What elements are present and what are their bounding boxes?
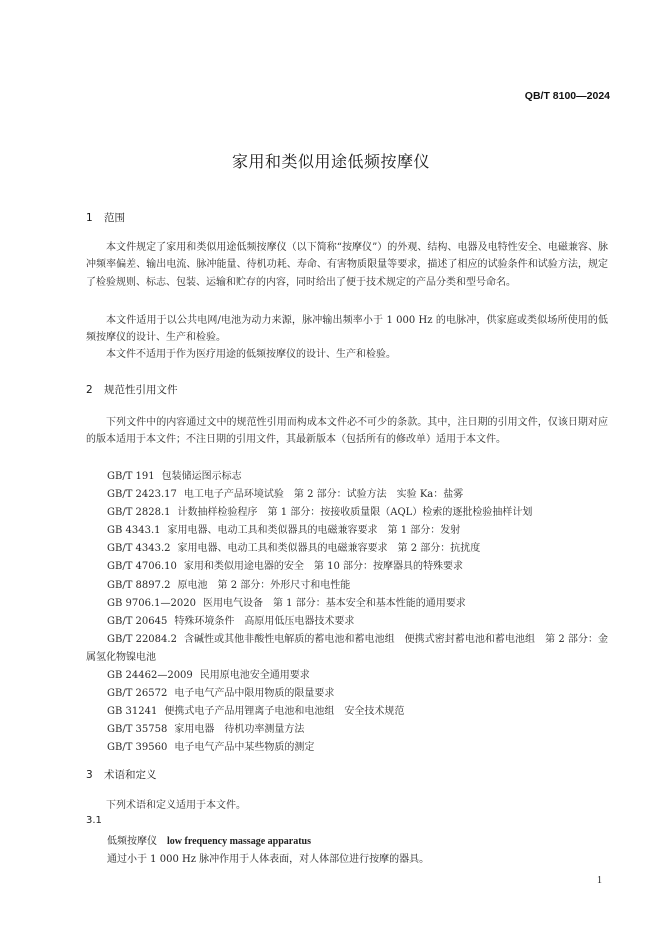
scope-paragraph-2: 本文件适用于以公共电网/电池为动力来源，脉冲输出频率小于 1 000 Hz 的电脉冲，供家庭或类似场所使用的低频按摩仪的设计、生产和检验。 xyxy=(86,315,608,343)
reference-title: 电工电子产品环境试验 第 2 部分：试验方法 实验 Ka：盐雾 xyxy=(183,489,464,501)
standard-code: QB/T 8100—2024 xyxy=(524,90,610,102)
section-title: 规范性引用文件 xyxy=(104,384,178,396)
reference-item xyxy=(86,739,608,757)
reference-code: GB/T 2828.1 xyxy=(107,507,171,519)
reference-code: GB/T 4706.10 xyxy=(107,561,177,573)
reference-item xyxy=(86,504,608,522)
normative-intro: 下列文件中的内容通过文中的规范性引用而构成本文件必不可少的条款。其中，注日期的引用文件，仅该日期对应的版本适用于本文件；不注日期的引用文件，其最新版本（包括所有的修改单）适用于本文件。 xyxy=(86,417,608,446)
section-heading-scope xyxy=(86,210,125,225)
reference-code: GB/T 20645 xyxy=(107,615,168,627)
reference-code: GB 31241 xyxy=(107,706,158,718)
term-chinese: 低频按摩仪 xyxy=(107,836,157,847)
reference-title: 家用电器、电动工具和类似器具的电磁兼容要求 第 1 部分：发射 xyxy=(167,525,461,537)
reference-item xyxy=(86,540,608,558)
reference-code: GB 24462—2009 xyxy=(107,670,193,682)
term-english: low frequency massage apparatus xyxy=(167,836,311,847)
reference-item xyxy=(86,613,608,631)
scope-paragraph-1: 本文件规定了家用和类似用途低频按摩仪（以下简称“按摩仪”）的外观、结构、电器及电特性安全、电磁兼容、脉冲频率偏差、输出电流、脉冲能量、待机功耗、寿命、有害物质限量等要求，描述了相应的试验条件和试验方法，规定了检验规则、标志、包装、运输和贮存的内容，同时给出了便于技术规定的产品分类和型号命名。 xyxy=(86,242,608,288)
section-title: 范围 xyxy=(104,212,125,224)
section-heading-normative xyxy=(86,382,178,397)
reference-item xyxy=(86,468,608,486)
reference-title: 计数抽样检验程序 第 1 部分：按接收质量限（AQL）检索的逐批检验抽样计划 xyxy=(177,507,533,519)
reference-item xyxy=(86,577,608,595)
terms-intro: 下列术语和定义适用于本文件。 xyxy=(106,800,246,811)
reference-title: 原电池 第 2 部分：外形尺寸和电性能 xyxy=(177,579,351,591)
reference-code: GB 9706.1—2020 xyxy=(107,597,196,609)
section-number: 3 xyxy=(86,769,93,781)
section-number: 1 xyxy=(86,212,93,224)
reference-item xyxy=(86,522,608,540)
reference-code: GB/T 2423.17 xyxy=(107,489,177,501)
reference-title: 电子电气产品中某些物质的测定 xyxy=(174,742,315,754)
reference-code: GB/T 191 xyxy=(107,471,155,482)
reference-code: GB/T 39560 xyxy=(107,742,168,754)
reference-code: GB/T 35758 xyxy=(107,724,168,736)
scope-paragraph-3: 本文件不适用于作为医疗用途的低频按摩仪的设计、生产和检验。 xyxy=(106,349,396,360)
page-number: 1 xyxy=(597,875,602,886)
reference-code: GB/T 8897.2 xyxy=(107,579,171,591)
term-entry xyxy=(107,832,311,847)
reference-title: 特殊环境条件 高原用低压电器技术要求 xyxy=(174,615,355,627)
reference-title: 包装储运图示标志 xyxy=(161,471,242,482)
reference-title: 家用电器 待机功率测量方法 xyxy=(174,724,305,736)
term-number: 3.1 xyxy=(86,815,102,826)
reference-title: 电子电气产品中限用物质的限量要求 xyxy=(174,688,335,700)
section-title: 术语和定义 xyxy=(104,769,157,781)
reference-list xyxy=(86,468,608,758)
reference-title: 家用电器、电动工具和类似器具的电磁兼容要求 第 2 部分：抗扰度 xyxy=(177,543,481,555)
section-number: 2 xyxy=(86,384,93,396)
reference-item xyxy=(86,486,608,504)
reference-item xyxy=(86,631,608,667)
reference-item xyxy=(86,721,608,739)
reference-title: 含碱性或其他非酸性电解质的蓄电池和蓄电池组 便携式密封蓄电池和蓄电池组 第 2 部分：金属氢化物镍电池 xyxy=(86,633,608,663)
reference-code: GB/T 22084.2 xyxy=(107,633,177,645)
reference-item xyxy=(86,685,608,703)
reference-item xyxy=(86,667,608,685)
reference-item xyxy=(86,703,608,721)
reference-code: GB 4343.1 xyxy=(107,525,161,537)
reference-code: GB/T 26572 xyxy=(107,688,168,700)
reference-title: 医用电气设备 第 1 部分：基本安全和基本性能的通用要求 xyxy=(202,597,466,609)
reference-item xyxy=(86,558,608,576)
document-title: 家用和类似用途低频按摩仪 xyxy=(231,152,430,171)
reference-item xyxy=(86,595,608,613)
reference-title: 民用原电池安全通用要求 xyxy=(199,670,310,682)
reference-code: GB/T 4343.2 xyxy=(107,543,171,555)
reference-title: 家用和类似用途电器的安全 第 10 部分：按摩器具的特殊要求 xyxy=(183,561,464,573)
reference-title: 便携式电子产品用锂离子电池和电池组 安全技术规范 xyxy=(164,706,405,718)
section-heading-terms xyxy=(86,767,157,782)
term-definition: 通过小于 1 000 Hz 脉冲作用于人体表面，对人体部位进行按摩的器具。 xyxy=(107,854,430,865)
